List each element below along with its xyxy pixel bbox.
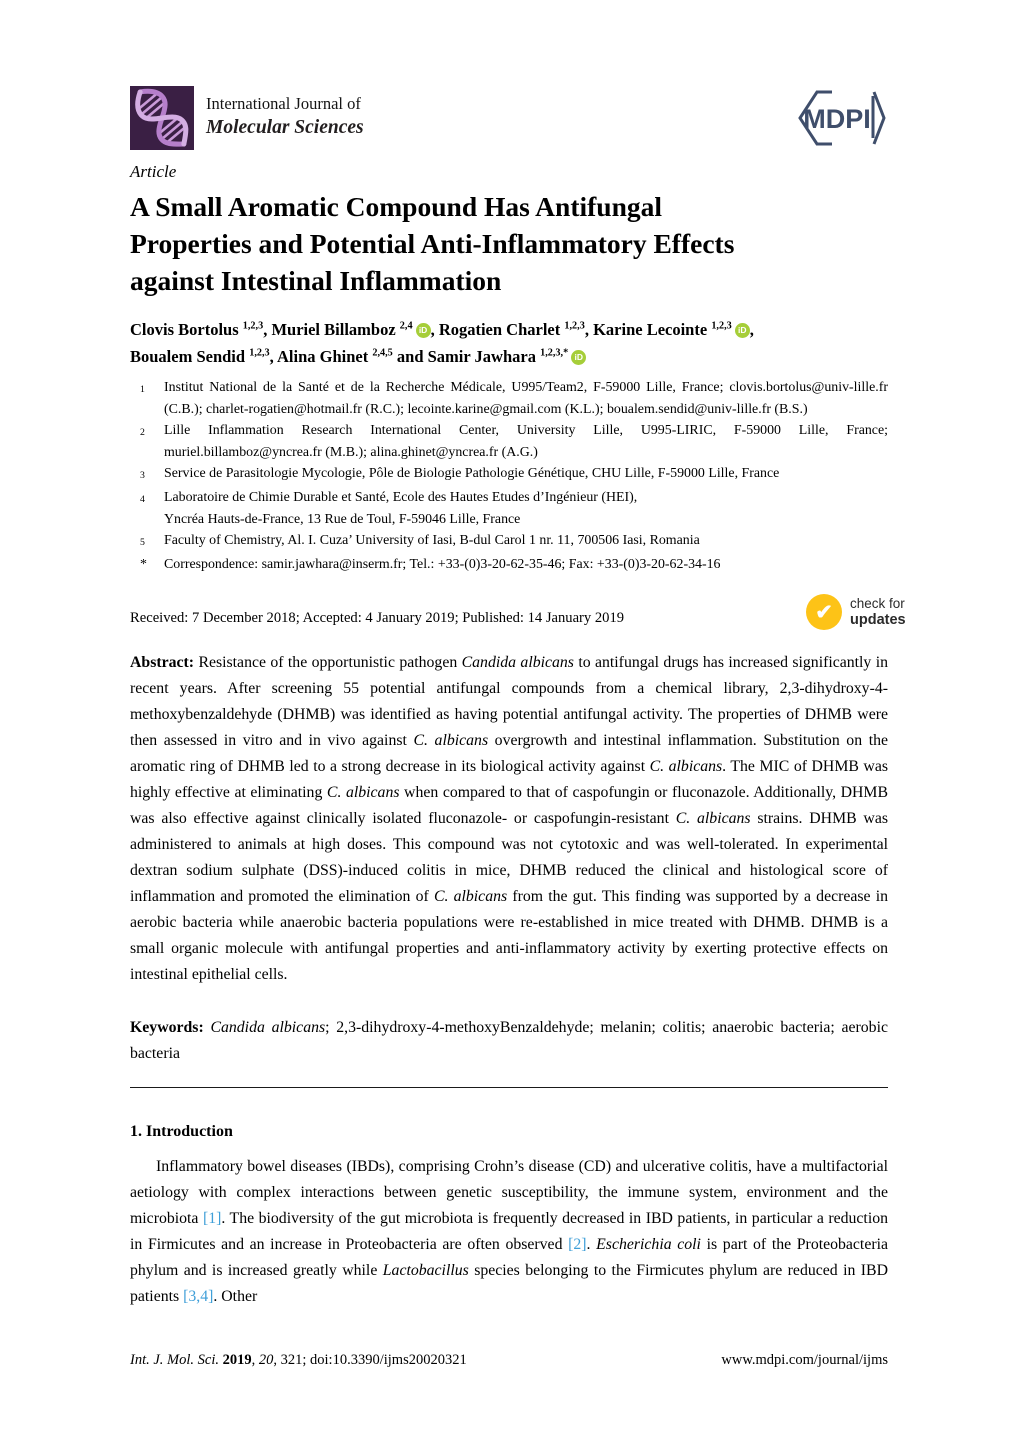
text-segment: , Muriel Billamboz bbox=[263, 320, 400, 339]
abstract-paragraph bbox=[130, 650, 888, 988]
text-segment: , bbox=[251, 1352, 259, 1368]
text-segment: to antifungal drugs has increased significantly in recent years. After screening 55 potential antifungal compounds from a chemical library, 2,3-dihydroxy-4-methoxybenzaldehyde (DHMB) was identified as having potential antifungal activity. The properties of DHMB were then assessed in vitro and in vivo against bbox=[130, 654, 888, 749]
svg-text:MDPI: MDPI bbox=[803, 104, 871, 134]
affiliation-text bbox=[164, 377, 888, 420]
orcid-icon[interactable]: iD bbox=[571, 350, 586, 365]
orcid-icon[interactable]: iD bbox=[735, 323, 750, 338]
text-segment: is part of the Proteobacteria phylum and is increased greatly while bbox=[130, 1236, 888, 1279]
affiliation-item bbox=[140, 487, 888, 530]
affiliation-item bbox=[140, 377, 888, 420]
text-segment: overgrowth and intestinal inflammation. Substitution on the aromatic ring of DHMB led to a strong decrease in its biological activity against bbox=[130, 732, 888, 775]
text-segment: when compared to that of caspofungin or fluconazole. Additionally, DHMB was also effective against clinically isolated fluconazole- or caspofungin-resistant bbox=[130, 784, 889, 827]
text-segment: C. albicans bbox=[675, 810, 751, 827]
text-segment: Correspondence: samir.jawhara@inserm.fr; Tel.: +33-(0)3-20-62-35-46; Fax: +33-(0)3-20-62-34-16 bbox=[164, 556, 721, 572]
mdpi-logo bbox=[794, 86, 890, 153]
affiliation-item bbox=[140, 530, 888, 554]
affiliation-item-correspondence bbox=[140, 554, 888, 576]
text-segment: C. albicans bbox=[326, 784, 400, 801]
text-segment: , Rogatien Charlet bbox=[430, 320, 565, 339]
text-segment: Abstract: bbox=[130, 654, 199, 671]
correspondence-text bbox=[164, 554, 888, 576]
footer-journal-url[interactable]: www.mdpi.com/journal/ijms bbox=[721, 1352, 888, 1368]
text-segment: , 321; doi:10.3390/ijms20020321 bbox=[273, 1352, 467, 1368]
text-segment: . The biodiversity of the gut microbiota is frequently decreased in IBD patients, in particular a reduction in Firmicutes and an increase in Proteobacteria are often observed bbox=[130, 1210, 889, 1253]
citation-link[interactable]: [3,4] bbox=[183, 1288, 214, 1305]
article-dates: Received: 7 December 2018; Accepted: 4 January 2019; Published: 14 January 2019 bbox=[130, 610, 625, 626]
keywords-paragraph bbox=[130, 1015, 888, 1067]
correspondence-asterisk: * bbox=[140, 556, 147, 572]
text-segment: 1,2,3 bbox=[249, 347, 270, 359]
page-footer bbox=[130, 1352, 888, 1369]
dna-double-helix-icon bbox=[130, 86, 194, 150]
text-segment: Yncréa Hauts-de-France, 13 Rue de Toul, F-59046 Lille, France bbox=[164, 511, 521, 527]
text-segment: Institut National de la Santé et de la Recherche Médicale, U995/Team2, F-59000 Lille, France; clovis.bortolus@univ-lille.fr (C.B.); charlet-rogatien@hotmail.fr (R.C.); lecointe.karine@gmail.com (K.L.); boualem.sendid@univ-lille.fr (B.S.) bbox=[164, 380, 888, 417]
text-segment: 2,4 bbox=[399, 320, 413, 332]
text-segment: Lille Inflammation Research International Center, University Lille, U995-LIRIC, F-59000 Lille, France; muriel.billamboz@yncrea.fr (M.B.); alina.ghinet@yncrea.fr (A.G.) bbox=[164, 423, 888, 460]
affiliation-number: 2 bbox=[140, 427, 145, 439]
text-segment: Candida albicans bbox=[461, 654, 574, 671]
text-segment: , Karine Lecointe bbox=[584, 320, 712, 339]
section-heading-introduction: 1. Introduction bbox=[130, 1123, 233, 1140]
affiliation-number: 3 bbox=[140, 470, 145, 482]
text-segment: 1,2,3 bbox=[564, 320, 585, 332]
text-segment: ; 2,3-dihydroxy-4-methoxyBenzaldehyde; melanin; colitis; anaerobic bacteria; aerobic bacteria bbox=[130, 1019, 888, 1062]
text-segment: Properties and Potential Anti-Inflammatory Effects bbox=[130, 228, 735, 259]
text-segment: against Intestinal Inflammation bbox=[130, 265, 502, 296]
mdpi-hexagon-icon bbox=[794, 86, 890, 148]
journal-name-line1: International Journal of bbox=[206, 94, 361, 113]
text-segment: strains. DHMB was administered to animals at high doses. This compound was not cytotoxic and was well-tolerated. In experimental dextran sodium sulphate (DSS)-induced colitis in mice, DHMB reduced the clinical and histological score of inflammation and promoted the elimination of bbox=[130, 810, 889, 905]
text-segment: Inflammatory bowel diseases (IBDs), comprising Crohn’s disease (CD) and ulcerative colitis, have a multifactorial aetiology with complex interactions between genetic susceptibility, the immune system, environment and the microbiota bbox=[130, 1158, 888, 1227]
text-segment: Laboratoire de Chimie Durable et Santé, Ecole des Hautes Etudes d’Ingénieur (HEI), bbox=[164, 489, 638, 505]
text-segment: 1,2,3 bbox=[711, 320, 732, 332]
section-divider bbox=[130, 1087, 888, 1088]
citation-link[interactable]: [2] bbox=[568, 1236, 587, 1253]
journal-name-line2: Molecular Sciences bbox=[206, 117, 364, 138]
text-segment: 2019 bbox=[222, 1352, 252, 1368]
text-segment: . The MIC of DHMB was highly effective at eliminating bbox=[130, 758, 889, 801]
affiliation-text bbox=[164, 463, 888, 487]
text-segment: from the gut. This finding was supported by a decrease in aerobic bacteria while anaerobic bacteria populations were re-established in mice treated with DHMB. DHMB is a small organic molecule with antifungal properties and anti-inflammatory activity by exerting protective effects on intestinal epithelial cells. bbox=[130, 888, 889, 983]
page-header bbox=[130, 86, 890, 150]
text-segment: Int. J. Mol. Sci. bbox=[130, 1352, 223, 1368]
affiliation-number: 5 bbox=[140, 537, 145, 549]
journal-name bbox=[206, 94, 364, 139]
text-segment: Faculty of Chemistry, Al. I. Cuza’ University of Iasi, B-dul Carol 1 nr. 11, 700506 Iasi, Romania bbox=[164, 533, 700, 549]
text-segment: A Small Aromatic Compound Has Antifungal bbox=[130, 191, 663, 222]
text-segment: and Samir Jawhara bbox=[392, 347, 541, 366]
affiliation-item bbox=[140, 463, 888, 487]
text-segment: Boualem Sendid bbox=[130, 347, 250, 366]
affiliation-text bbox=[164, 530, 888, 554]
text-segment: 1,2,3 bbox=[242, 320, 264, 332]
introduction-paragraph bbox=[130, 1154, 888, 1310]
text-segment: C. albicans bbox=[433, 888, 508, 905]
affiliation-text bbox=[164, 487, 888, 530]
author-list bbox=[130, 316, 910, 370]
text-segment: 2,4,5 bbox=[372, 347, 393, 359]
text-segment: . Other bbox=[213, 1288, 258, 1305]
text-segment: , bbox=[749, 320, 754, 339]
orcid-icon[interactable]: iD bbox=[416, 323, 431, 338]
affiliation-number: 4 bbox=[140, 493, 145, 505]
check-for-updates-line2: updates bbox=[850, 612, 906, 628]
citation-link[interactable]: [1] bbox=[202, 1210, 222, 1227]
text-segment: Service de Parasitologie Mycologie, Pôle de Biologie Pathologie Génétique, CHU Lille, F-59000 Lille, France bbox=[164, 466, 780, 482]
affiliation-list bbox=[140, 377, 888, 575]
text-segment: C. albicans bbox=[649, 758, 723, 775]
text-segment: species belonging to the Firmicutes phylum are reduced in IBD patients bbox=[130, 1262, 889, 1305]
affiliation-number: 1 bbox=[140, 384, 145, 395]
text-segment: , Alina Ghinet bbox=[269, 347, 373, 366]
text-segment: Escherichia coli bbox=[596, 1236, 701, 1253]
check-for-updates-button[interactable] bbox=[806, 594, 906, 630]
text-segment: . bbox=[586, 1236, 597, 1253]
check-for-updates-line1: check for bbox=[850, 596, 905, 611]
text-segment: Resistance of the opportunistic pathogen bbox=[198, 654, 462, 671]
text-segment: C. albicans bbox=[413, 732, 489, 749]
affiliation-item bbox=[140, 420, 888, 463]
affiliation-text bbox=[164, 420, 888, 463]
footer-citation bbox=[130, 1352, 467, 1369]
text-segment: 20 bbox=[258, 1352, 274, 1368]
checkmark-circle-icon: ✔ bbox=[806, 594, 842, 630]
check-for-updates-label bbox=[850, 596, 906, 628]
text-segment: Candida albicans bbox=[210, 1019, 326, 1036]
text-segment: 1,2,3,* bbox=[540, 347, 569, 359]
text-segment: Lactobacillus bbox=[382, 1262, 469, 1279]
text-segment: Keywords: bbox=[130, 1019, 211, 1036]
article-type-label: Article bbox=[130, 162, 177, 181]
article-title bbox=[130, 188, 910, 299]
journal-dna-logo bbox=[130, 86, 194, 150]
text-segment: Clovis Bortolus bbox=[130, 320, 243, 339]
